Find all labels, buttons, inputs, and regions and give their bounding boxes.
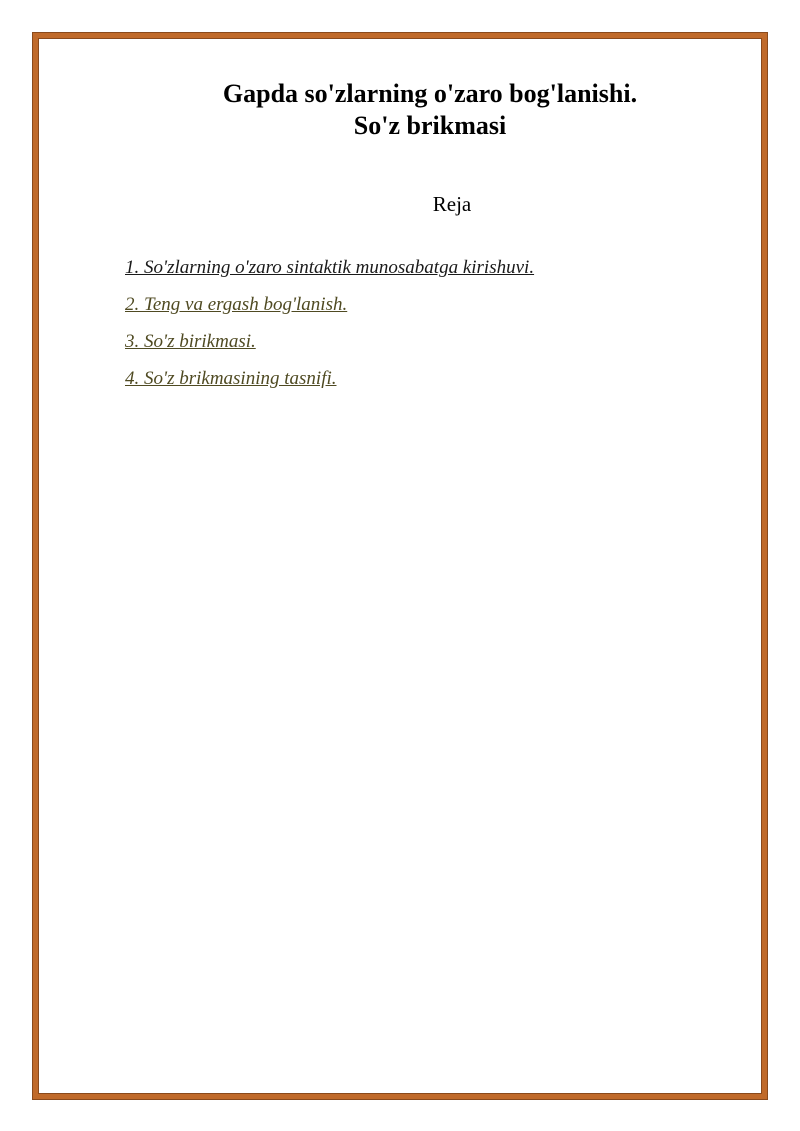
plan-item-2[interactable]: 2. Teng va ergash bog'lanish. — [125, 294, 348, 315]
plan-list — [125, 256, 534, 404]
title-line-2: So'z brikmasi — [353, 111, 507, 140]
plan-item-4[interactable]: 4. So'z brikmasining tasnifi. — [125, 368, 337, 389]
plan-item-3[interactable]: 3. So'z birikmasi. — [125, 331, 256, 352]
title-line-1: Gapda so'zlarning o'zaro bog'lanishi. — [222, 79, 638, 108]
document-title — [130, 78, 730, 142]
plan-heading: Reja — [432, 192, 472, 216]
plan-item-1[interactable]: 1. So'zlarning o'zaro sintaktik munosabatga kirishuvi. — [125, 257, 535, 278]
